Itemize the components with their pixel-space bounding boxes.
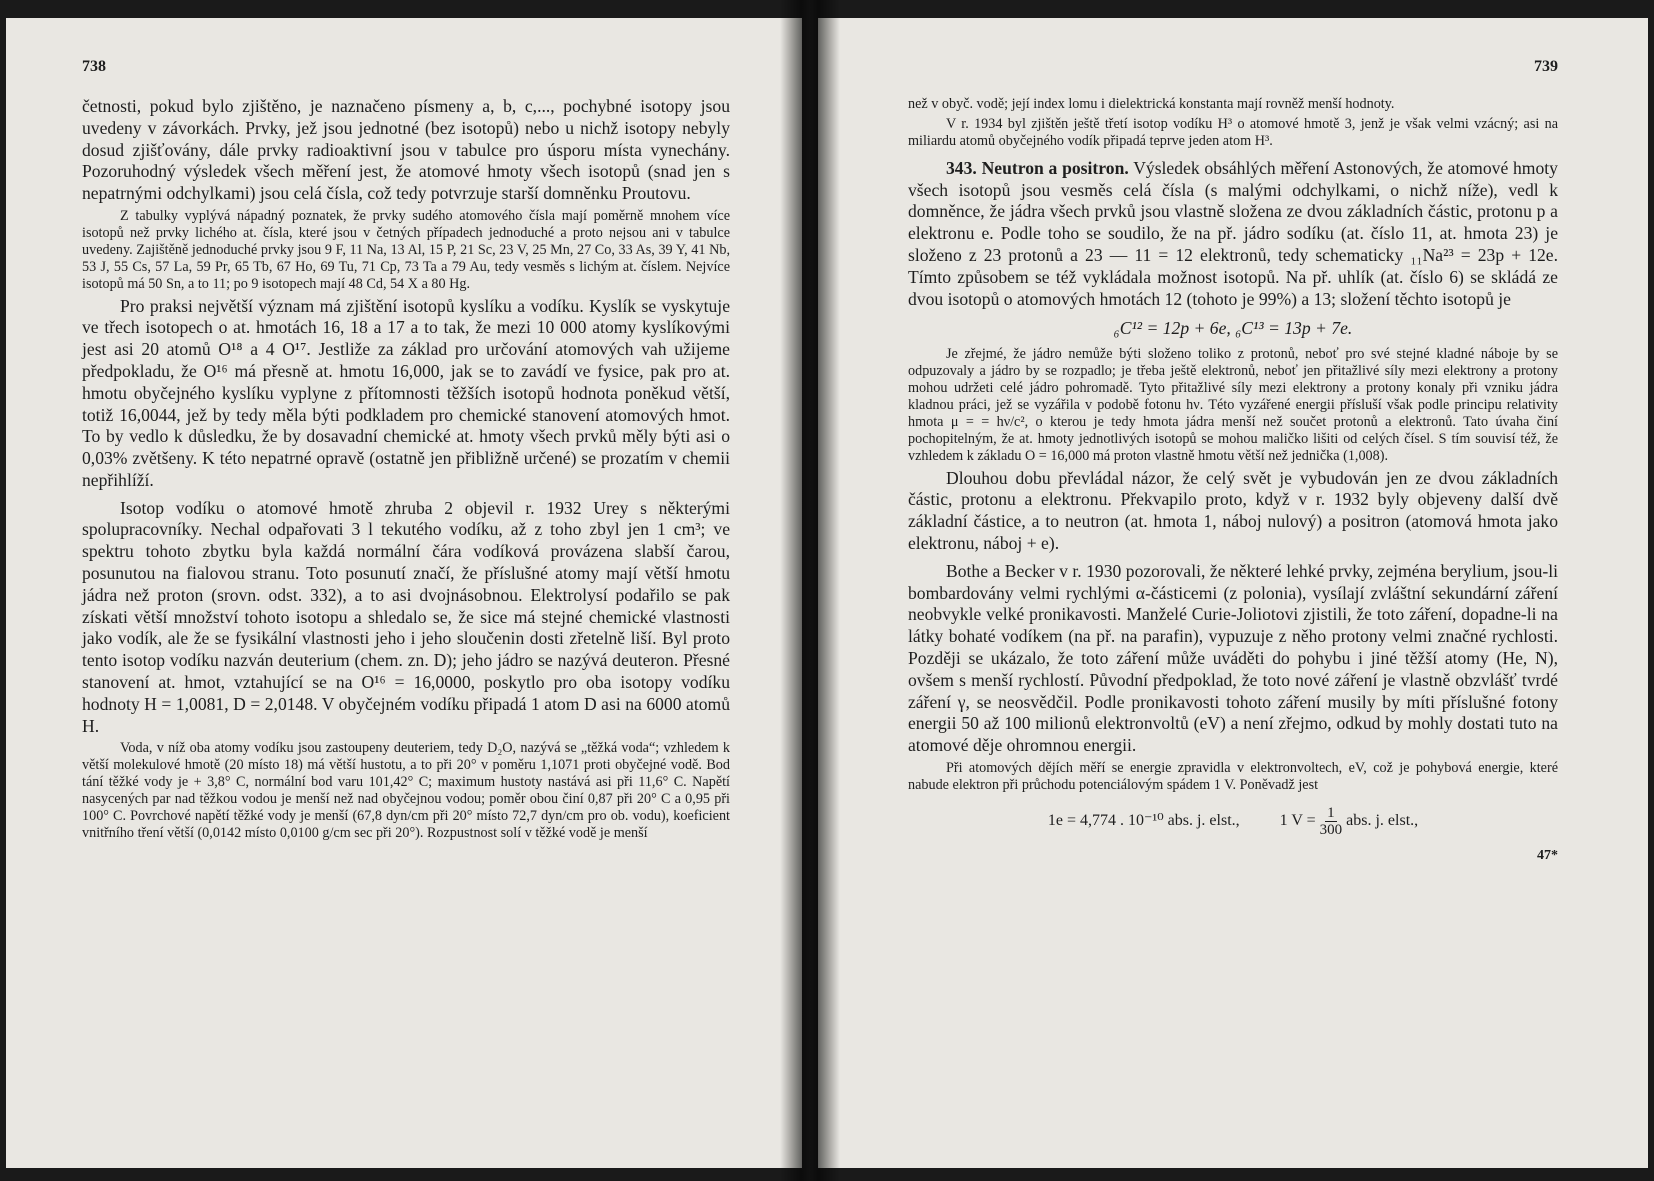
formula-units <box>908 804 1558 838</box>
fraction-numerator: 1 <box>1327 804 1335 821</box>
small-paragraph: Je zřejmé, že jádro nemůže býti složeno toliko z protonů, neboť pro své stejné kladné náboje by se odpuzovaly a jádro by se rozpadlo; je třeba ještě elektronů, neboť jen přitažlivé síly mezi elektrony a protony mohou udržeti celé jádro pohromadě. Tyto přitažlivé síly mezi elektrony a protony konaly při vzniku jádra kladnou práci, jež se vyzářila v podobě fotonu hν. Této vyzářené energii přísluší však podle principu relativity hmota μ = = hν/c², o kterou je tedy hmota jádra menší než součet protonů a elektronů. Tato úvaha činí pochopitelným, že at. hmoty jednotlivých isotopů se mohou maličko lišiti od celých čísel. S tím souvisí též, že vzhledem k základu O = 16,000 má proton vlastně hmotu větší než jednička (1,008). <box>908 346 1558 464</box>
small-paragraph: Voda, v níž oba atomy vodíku jsou zastoupeny deuteriem, tedy D₂O, nazývá se „těžká voda“; vzhledem k větší molekulové hmotě (20 místo 18) má větší hustotu, a to při 20° v poměru 1,1071 proti obyčejné vodě. Bod tání těžké vody je + 3,8° C, normální bod varu 101,42° C; maximum hustoty nastává asi při 11,6° C. Napětí nasycených par nad těžkou vodou je menší než nad obyčejnou vodou; poměr obou činí 0,87 při 20° C a 0,95 při 100° C. Povrchové napětí těžké vody je menší (67,8 dyn/cm při 20° místo 72,7 dyn/cm pro ob. vodu), koeficient vnitřního tření větší (0,0142 místo 0,0100 g/cm sec při 20°). Rozpustnost solí v těžké vodě je menší <box>82 740 730 841</box>
formula-electron-charge: 1e = 4,774 . 10⁻¹⁰ abs. j. elst., <box>1047 811 1240 829</box>
formula-volt <box>1280 804 1419 838</box>
section-paragraph <box>908 158 1558 311</box>
right-page <box>818 18 1648 1168</box>
paragraph: Dlouhou dobu převládal názor, že celý svět je vybudován jen ze dvou základních částic, protonu a elektronu. Překvapilo proto, když v r. 1932 byly objeveny další dvě základní částice, a to neutron (at. hmota 1, náboj nulový) a positron (atomová hmota jako elektronu, náboj + e). <box>908 467 1558 554</box>
paragraph: četnosti, pokud bylo zjištěno, je naznačeno písmeny a, b, c,..., pochybné isotopy jsou uvedeny v závorkách. Prvky, jež jsou jednotné (bez isotopů) nebo u nichž isotopy nebyly dosud zjišťovány, dále prvky radioaktivní jsou v tabulce pro úsporu místa vynechány. Pozoruhodný výsledek všech měření jest, že atomové hmoty všech isotopů (snad jen s nepatrnými odchylkami) jsou celá čísla, což tedy potvrzuje starší domněnku Proutovu. <box>82 96 730 204</box>
right-page-content <box>908 58 1558 864</box>
left-page-content <box>82 58 730 845</box>
small-paragraph: Z tabulky vyplývá nápadný poznatek, že prvky sudého atomového čísla mají poměrně mnohem více isotopů než prvky lichého at. čísla, které jsou v četných případech jednoduché a proto nejsou ani v tabulce uvedeny. Zajištěně jednoduché prvky jsou 9 F, 11 Na, 13 Al, 15 P, 21 Sc, 23 V, 25 Mn, 27 Co, 33 As, 39 Y, 41 Nb, 53 J, 55 Cs, 57 La, 59 Pr, 65 Tb, 67 Ho, 69 Tu, 71 Cp, 73 Ta a 79 Au, tedy vesměs s lichým at. číslem. Nejvíce isotopů má 50 Sn, a to 11; po 9 isotopech mají 48 Cd, 54 X a 80 Hg. <box>82 207 730 292</box>
small-paragraph: Při atomových dějích měří se energie zpravidla v elektronvoltech, eV, což je pohybová energie, které nabude elektron při průchodu potenciálovým spádem 1 V. Poněvadž jest <box>908 760 1558 793</box>
paragraph: Bothe a Becker v r. 1930 pozorovali, že některé lehké prvky, zejména berylium, jsou-li bombardovány velmi rychlými α-částicemi (z polonia), vysílají zvláštní sekundární záření neobvykle velké pronikavosti. Manželé Curie-Joliotovi zjistili, že toto záření, dopadne-li na látky bohaté vodíkem (na př. na parafin), vypuzuje z něho protony velmi značné rychlosti. Později se ukázalo, že toto záření může uváděti do pohybu i jiné těžší atomy (He, N), ovšem s menší rychlostí. Původní předpoklad, že toto nové záření je vlastně obzvlášť tvrdé záření γ, se neosvědčil. Podle pronikavosti tohoto záření musily by míti příslušné fotony energii 50 až 100 milionů elektronvoltů (eV) a není zřejmo, odkud by mohly dostati tuto na atomové děje ohromnou energii. <box>908 560 1558 756</box>
small-paragraph: V r. 1934 byl zjištěn ještě třetí isotop vodíku H³ o atomové hmotě 3, jenž je však velmi vzácný; asi na miliardu atomů obyčejného vodík připadá teprve jeden atom H³. <box>908 115 1558 149</box>
fraction <box>1320 805 1343 838</box>
formula-carbon: ₆C¹² = 12p + 6e, ₆C¹³ = 13p + 7e. <box>1113 318 1353 339</box>
section-title: Neutron a positron. <box>981 157 1129 178</box>
paragraph: Pro praksi největší význam má zjištění isotopů kyslíku a vodíku. Kyslík se vyskytuje ve třech isotopech o at. hmotách 16, 18 a 17 a to tak, že mezi 10 000 atomy kyslíkovými jest asi 20 atomů O¹⁸ a 4 O¹⁷. Jestliže za základ pro určování atomových vah užijeme předpokladu, že O¹⁶ má přesně at. hmotu 16,000, jak se to zavádí ve fysice, pak pro at. hmotu obyčejného kyslíku vyplyne z přítomnosti těžších isotopů hodnota poněkud větší, totiž 16,0044, jež by tedy měla býti podkladem pro chemické stanovení atomových hmot. To by vedlo k důsledku, že by dosavadní chemické at. hmoty všech prvků měly býti asi o 0,03% zvětšeny. K této nepatrné opravě (ostatně jen přibližně určené) se prozatím v chemii nepřihlíží. <box>82 295 730 490</box>
section-number: 343. <box>946 157 977 178</box>
small-paragraph: než v obyč. vodě; její index lomu i dielektrická konstanta mají rovněž menší hodnoty. <box>908 96 1395 112</box>
paragraph: Isotop vodíku o atomové hmotě zhruba 2 objevil r. 1932 Urey s některými spolupracovníky. Nechal odpařovati 3 l tekutého vodíku, až z toho zbyl jen 1 cm³; ve spektru tohoto zbytku byla každá normální čára vodíková provázena slabší čarou, posunutou na fialovou stranu. Toto posunutí značí, že příslušné atomy mají větší hmotu jádra než proton (srovn. odst. 332), a to asi dvojnásobnou. Elektrolysí podařilo se pak získati větší množství tohoto isotopu a shledalo se, že sice má stejné chemické vlastnosti jako vodík, ale že se fysikální vlastnosti jeho i jeho sloučenin dosti zřetelně liší. Byl proto tento isotop vodíku nazván deuterium (chem. zn. D); jeho jádro se nazývá deuteron. Přesné stanovení at. hmot, vztahující se na O¹⁶ = 16,0000, poskytlo pro oba isotopy vodíku hodnoty H = 1,0081, D = 2,0148. V obyčejném vodíku připadá 1 atom D asi na 6000 atomů H. <box>82 497 730 736</box>
page-number-right: 739 <box>1534 58 1558 75</box>
page-number-left: 738 <box>82 58 106 75</box>
formula-volt-prefix: 1 V = <box>1279 811 1316 829</box>
fraction-denominator: 300 <box>1319 821 1343 838</box>
formula-volt-suffix: abs. j. elst., <box>1346 811 1419 829</box>
signature-mark: 47* <box>1537 847 1558 863</box>
section-text: Výsledek obsáhlých měření Astonových, že atomové hmoty všech isotopů jsou vesměs celá čísla (s malými odchylkami, o nichž níže), vedl k domněnce, že jádra všech prvků jsou vlastně složena ze dvou základních částic, protonu p a elektronu e. Podle toho se soudilo, že na př. jádro sodíku (at. číslo 11, at. hmota 23) je složeno z 23 protonů a 23 — 11 = 12 elektronů, tedy schematicky ₁₁Na²³ = 23p + 12e. Tímto způsobem se též vykládala možnost isotopů. Na př. uhlík (at. číslo 6) se skládá ze dvou isotopů o atomových hmotách 12 (tohoto je 99%) a 13; složení těchto isotopů je <box>908 157 1558 309</box>
left-page <box>6 18 802 1168</box>
